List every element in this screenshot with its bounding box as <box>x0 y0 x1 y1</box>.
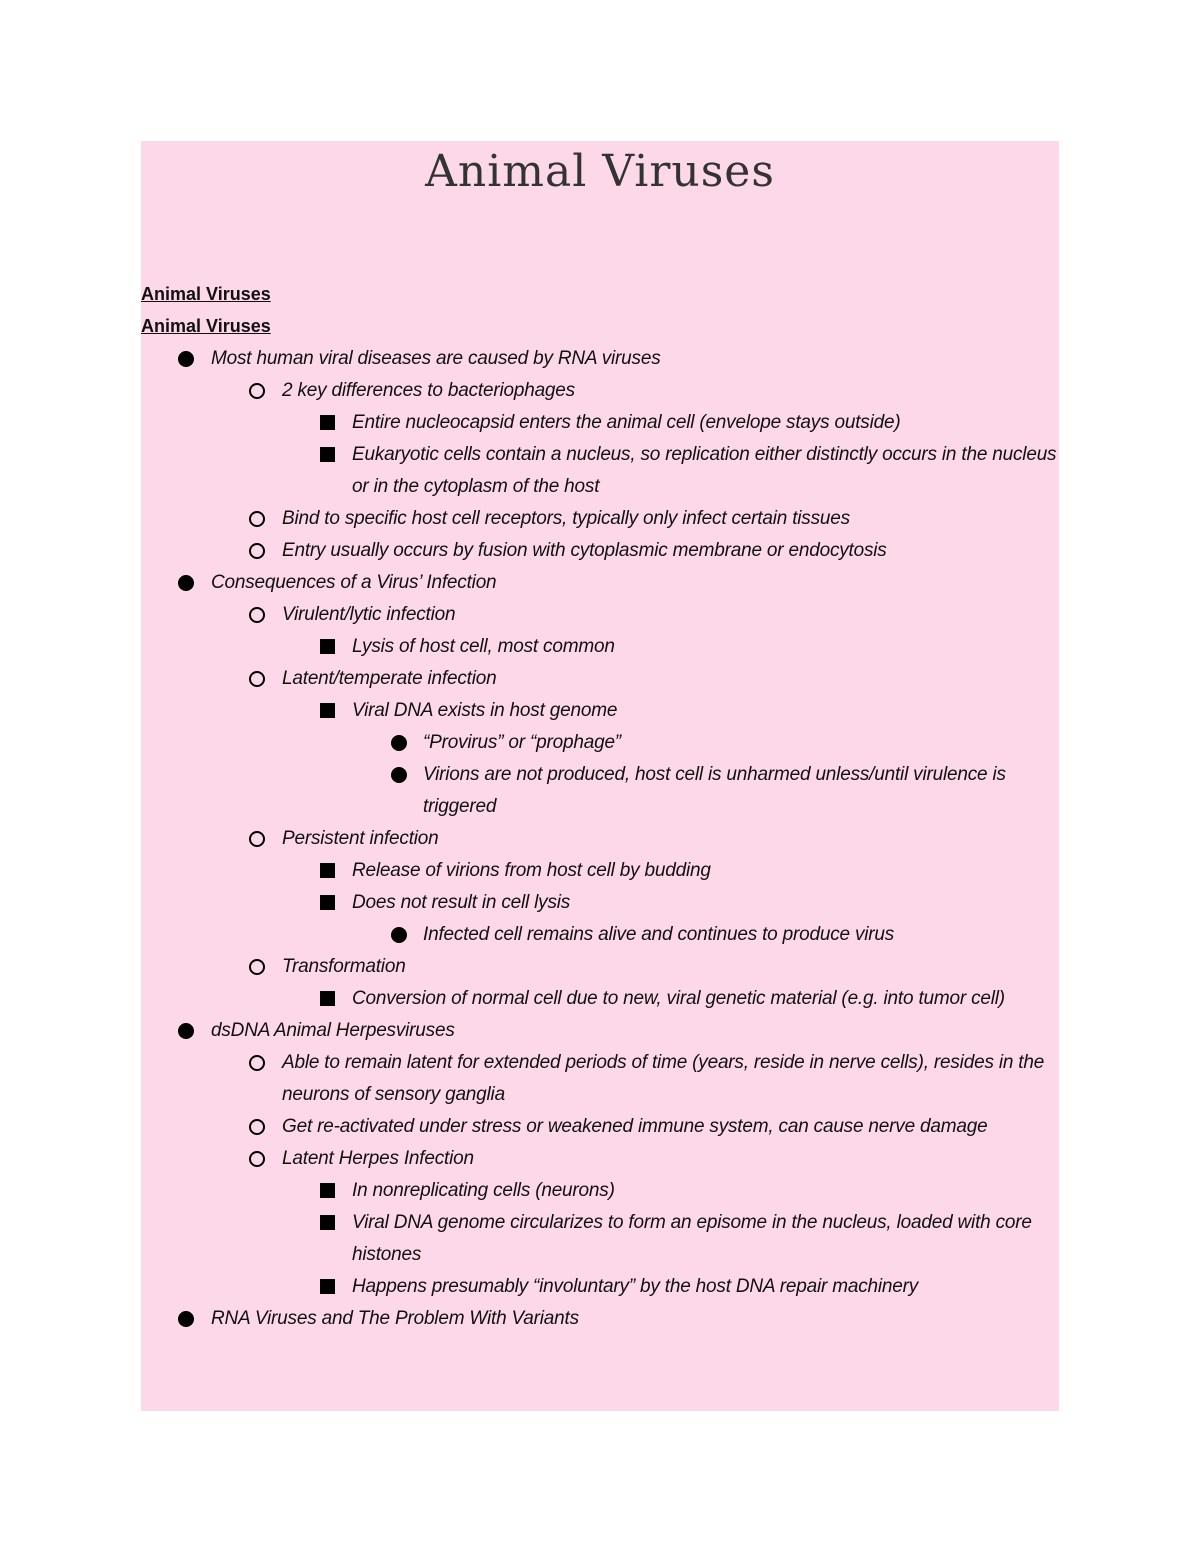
circle-bullet-icon <box>249 1119 265 1135</box>
square-bullet-icon <box>320 415 335 430</box>
square-bullet-icon <box>320 1215 335 1230</box>
list-item <box>141 503 1059 535</box>
list-item-text: Persistent infection <box>282 828 439 849</box>
list-item <box>141 951 1059 983</box>
list-item <box>141 887 1059 919</box>
disc-bullet-icon <box>178 1311 194 1327</box>
list-item-text: Virions are not produced, host cell is unharmed unless/until virulence is triggered <box>423 764 1006 817</box>
list-item-text: dsDNA Animal Herpesviruses <box>211 1020 455 1041</box>
list-item <box>141 823 1059 855</box>
square-bullet-icon <box>320 1279 335 1294</box>
list-item <box>141 535 1059 567</box>
list-item <box>141 983 1059 1015</box>
square-bullet-icon <box>320 703 335 718</box>
list-item <box>141 1175 1059 1207</box>
disc-bullet-icon <box>391 767 407 783</box>
disc-bullet-icon <box>391 735 407 751</box>
list-item-text: Latent Herpes Infection <box>282 1148 474 1169</box>
circle-bullet-icon <box>249 1151 265 1167</box>
list-item-text: Entry usually occurs by fusion with cytoplasmic membrane or endocytosis <box>282 540 887 561</box>
notes-outline <box>141 343 1059 1335</box>
list-item-text: Infected cell remains alive and continues to produce virus <box>423 924 895 945</box>
square-bullet-icon <box>320 863 335 878</box>
list-item-text: In nonreplicating cells (neurons) <box>352 1180 615 1201</box>
list-item-text: Consequences of a Virus’ Infection <box>211 572 497 593</box>
list-item-text: Bind to specific host cell receptors, typically only infect certain tissues <box>282 508 850 529</box>
list-item-text: Happens presumably “involuntary” by the host DNA repair machinery <box>352 1276 919 1297</box>
list-item-text: Entire nucleocapsid enters the animal cell (envelope stays outside) <box>352 412 901 433</box>
list-item <box>141 759 1059 823</box>
list-item-text: Virulent/lytic infection <box>282 604 456 625</box>
list-item <box>141 855 1059 887</box>
circle-bullet-icon <box>249 1055 265 1071</box>
list-item <box>141 439 1059 503</box>
section-heading: Animal Viruses <box>141 284 271 304</box>
list-item <box>141 407 1059 439</box>
list-item <box>141 663 1059 695</box>
list-item <box>141 343 1059 375</box>
list-item <box>141 1271 1059 1303</box>
list-item <box>141 919 1059 951</box>
circle-bullet-icon <box>249 543 265 559</box>
list-item-text: RNA Viruses and The Problem With Variants <box>211 1308 579 1329</box>
list-item-text: Most human viral diseases are caused by RNA viruses <box>211 348 661 369</box>
list-item <box>141 1047 1059 1111</box>
list-item-text: Able to remain latent for extended periods of time (years, reside in nerve cells), resides in the neurons of sensory ganglia <box>282 1052 1045 1105</box>
list-item-text: Does not result in cell lysis <box>352 892 571 913</box>
circle-bullet-icon <box>249 831 265 847</box>
list-item-text: 2 key differences to bacteriophages <box>282 380 575 401</box>
square-bullet-icon <box>320 639 335 654</box>
list-item <box>141 375 1059 407</box>
list-item-text: Viral DNA exists in host genome <box>352 700 618 721</box>
list-item <box>141 727 1059 759</box>
disc-bullet-icon <box>178 575 194 591</box>
list-item <box>141 631 1059 663</box>
list-item-text: Viral DNA genome circularizes to form an episome in the nucleus, loaded with core histones <box>352 1212 1032 1265</box>
list-item-text: Conversion of normal cell due to new, viral genetic material (e.g. into tumor cell) <box>352 988 1005 1009</box>
list-item <box>141 1207 1059 1271</box>
list-item-text: “Provirus” or “prophage” <box>423 732 621 753</box>
circle-bullet-icon <box>249 671 265 687</box>
list-item <box>141 1143 1059 1175</box>
list-item <box>141 1015 1059 1047</box>
list-item-text: Latent/temperate infection <box>282 668 497 689</box>
list-item <box>141 695 1059 727</box>
list-item-text: Release of virions from host cell by budding <box>352 860 711 881</box>
circle-bullet-icon <box>249 511 265 527</box>
square-bullet-icon <box>320 1183 335 1198</box>
list-item-text: Transformation <box>282 956 406 977</box>
list-item <box>141 567 1059 599</box>
section-subheading: Animal Viruses <box>141 316 271 336</box>
square-bullet-icon <box>320 447 335 462</box>
list-item <box>141 1111 1059 1143</box>
page-title: Animal Viruses <box>425 146 775 197</box>
list-item <box>141 599 1059 631</box>
square-bullet-icon <box>320 895 335 910</box>
disc-bullet-icon <box>178 351 194 367</box>
circle-bullet-icon <box>249 607 265 623</box>
circle-bullet-icon <box>249 959 265 975</box>
square-bullet-icon <box>320 991 335 1006</box>
list-item-text: Eukaryotic cells contain a nucleus, so replication either distinctly occurs in the nucleus or in the cytoplasm of the host <box>352 444 1057 497</box>
disc-bullet-icon <box>178 1023 194 1039</box>
disc-bullet-icon <box>391 927 407 943</box>
list-item-text: Get re-activated under stress or weakened immune system, can cause nerve damage <box>282 1116 988 1137</box>
circle-bullet-icon <box>249 383 265 399</box>
list-item-text: Lysis of host cell, most common <box>352 636 615 657</box>
list-item <box>141 1303 1059 1335</box>
